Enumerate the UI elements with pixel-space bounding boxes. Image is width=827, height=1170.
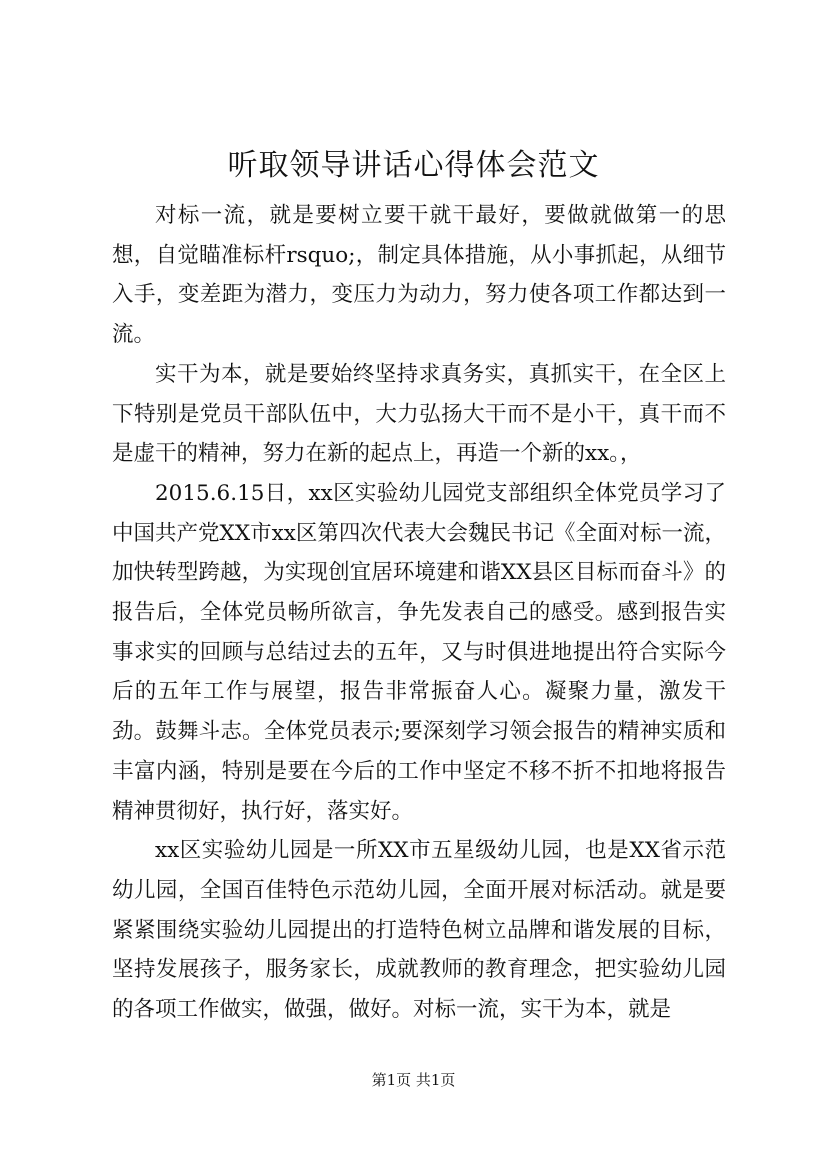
paragraph-1: 对标一流，就是要树立要干就干最好，要做就做第一的思想，自觉瞄准标杆rsquo;，制定具体措施，从小事抓起，从细节入手，变差距为潜力，变压力为动力，努力使各项工作都达到一流。 (112, 203, 726, 348)
page-footer: 第1页 共1页 (371, 1071, 456, 1089)
paragraph-2: 实干为本，就是要始终坚持求真务实，真抓实干，在全区上下特别是党员干部队伍中，大力弘扬大干而不是小干，真干而不是虚干的精神，努力在新的起点上，再造一个新的xx。， (112, 361, 726, 467)
document-title: 听取领导讲话心得体会范文 (227, 148, 600, 183)
paragraph-4: xx区实验幼儿园是一所XX市五星级幼儿园，也是XX省示范幼儿园，全国百佳特色示范幼儿园，全面开展对标活动。就是要紧紧围绕实验幼儿园提出的打造特色树立品牌和谐发展的目标，坚持发展孩子，服务家长，成就教师的教育理念，把实验幼儿园的各项工作做实，做强，做好。对标一流，实干为本，就是 (112, 838, 726, 1023)
paragraph-3: 2015.6.15日，xx区实验幼儿园党支部组织全体党员学习了中国共产党XX市xx区第四次代表大会魏民书记《全面对标一流，加快转型跨越，为实现创宜居环境建和谐XX县区目标而奋斗》的报告后，全体党员畅所欲言，争先发表自己的感受。感到报告实事求实的回顾与总结过去的五年，又与时俱进地提出符合实际今后的五年工作与展望，报告非常振奋人心。凝聚力量，激发干劲。鼓舞斗志。全体党员表示;要深刻学习领会报告的精神实质和丰富内涵，特别是要在今后的工作中坚定不移不折不扣地将报告精神贯彻好，执行好，落实好。 (112, 480, 726, 824)
document-body (112, 196, 726, 1030)
